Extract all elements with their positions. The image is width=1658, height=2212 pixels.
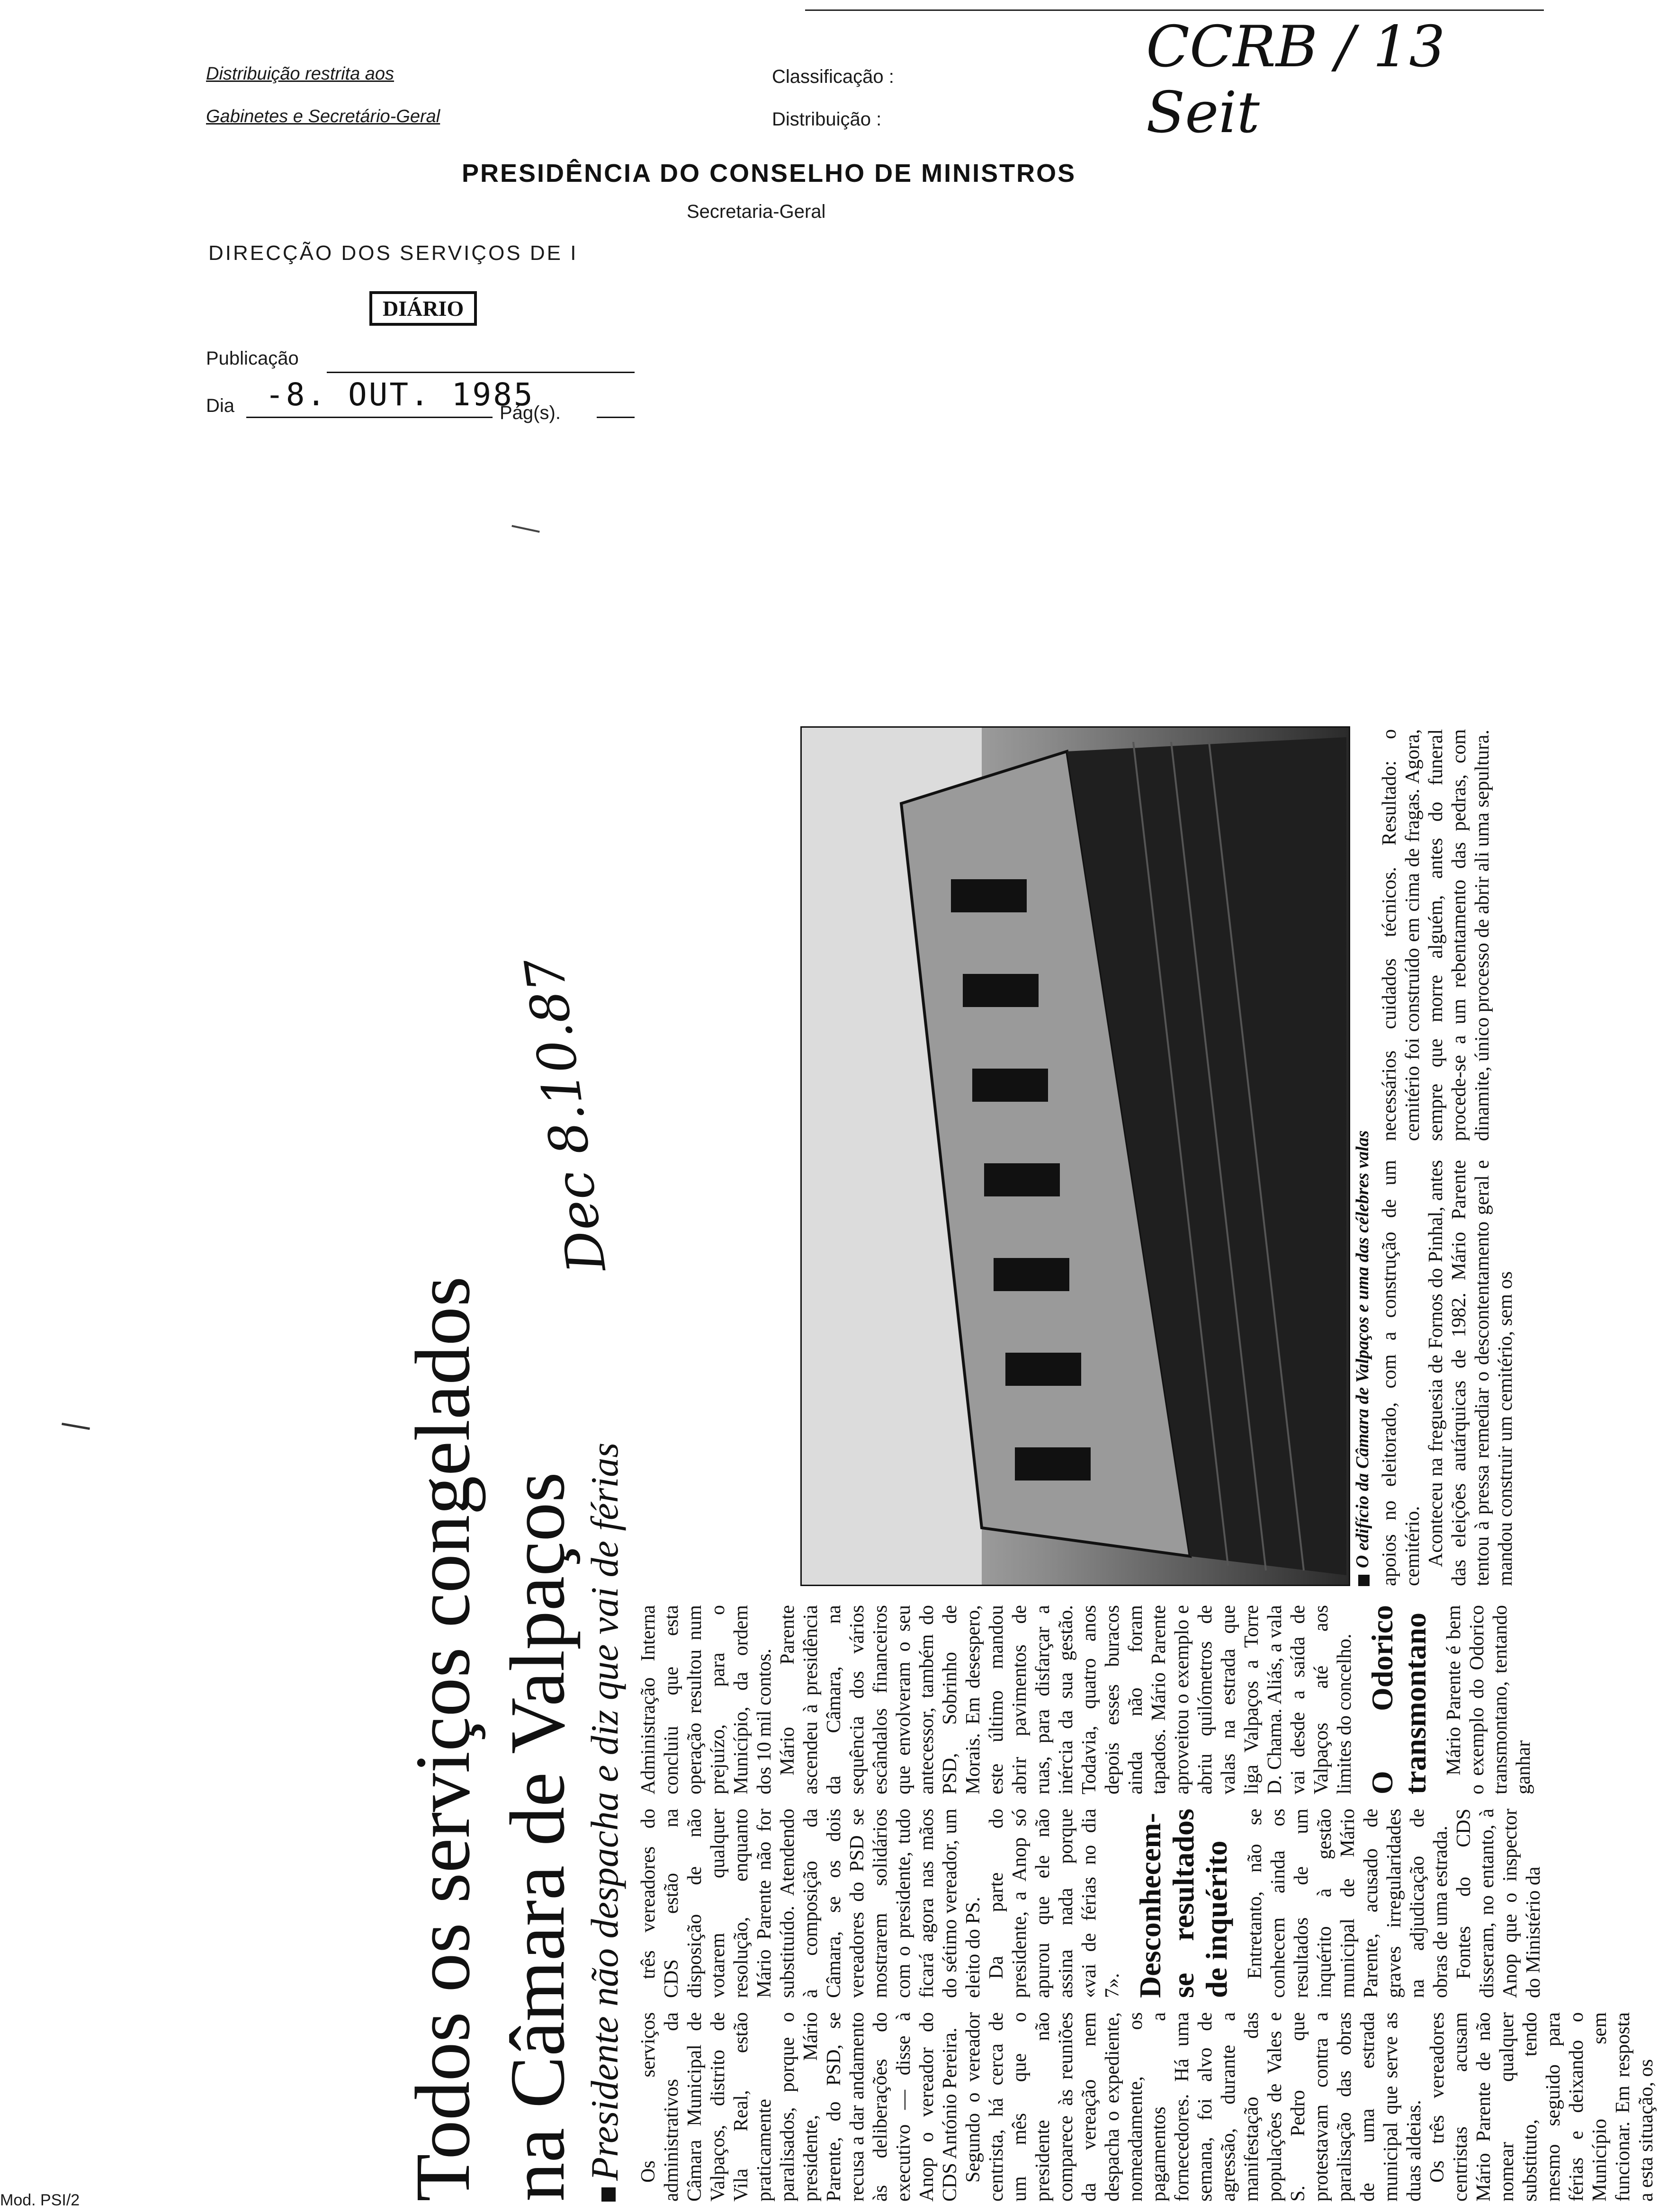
paragraph: Da parte do presidente, a Anop só apurou que ele não assina nada porque «vai de férias no dia 7». — [986, 1809, 1123, 1998]
paragraph: necessários cuidados técnicos. Resultado: o cemitério foi construído em cima de fragas. Agora, sempre que morre alguém, antes do funeral procede-se a um rebentamento das pedras, com dinamite, único processo de abrir ali uma sepultura. — [1379, 729, 1493, 1141]
scan-mark — [62, 1423, 90, 1430]
newspaper-clipping — [379, 246, 1657, 2202]
paragraph: apoios no eleitorado, com a construção de um cemitério. — [1379, 1160, 1424, 1586]
day-label: Dia — [206, 395, 235, 416]
publication-label: Publicação — [206, 348, 299, 369]
date-stamp: -8. OUT. 1985 — [265, 376, 535, 413]
headline-line2: na Câmara de Valpaços — [494, 1472, 581, 2202]
pages-label: Pág(s). — [500, 402, 561, 423]
article-column-2 — [637, 1809, 1544, 1998]
distribution-note-line1: Distribuição restrita aos — [206, 64, 394, 84]
page-title: PRESIDÊNCIA DO CONSELHO DE MINISTROS — [462, 159, 1076, 187]
article-column-4 — [1378, 1160, 1516, 1586]
classification-label: Classificação : — [772, 66, 894, 87]
subheadline — [583, 1443, 627, 2202]
building-photo — [800, 726, 1350, 1586]
paragraph: Aconteceu na freguesia de Fornos do Pinhal, antes das eleições autárquicas de 1982. Mário Parente tentou à pressa remediar o descontentamento geral e mandou construir um cemitério, sem os — [1425, 1160, 1516, 1586]
model-code: Mod. PSI/2 — [0, 2191, 80, 2209]
page-subtitle: Secretaria-Geral — [687, 201, 826, 222]
paragraph: três vereadores do CDS estão na disposição de não votarem qualquer resolução, enquanto Mário Parente não for substituído. Atendendo à composição da Câmara, se os dois vereadores do PSD se mostrarem solidários com o presidente, tudo ficará agora nas mãos do sétimo vereador, um eleito do PS. — [637, 1809, 984, 1998]
distribution-label: Distribuição : — [772, 109, 882, 130]
handwritten-annotation: Dec 8.10.87 — [513, 954, 618, 1276]
paragraph: Fontes do CDS disseram, no entanto, à Anop que o inspector do Ministério da — [1453, 1809, 1544, 1998]
paragraph: Os serviços administrativos da Câmara Municipal de Valpaços, distrito de Vila Real, estão praticamente paralisados, porque o presidente, Mário Parente, do PSD, se recusa a dar andamento às deliberações do executivo — disse à Anop o vereador do CDS António Pereira. — [637, 2012, 961, 2202]
subheadline-text: Presidente não despacha e diz que vai de férias — [583, 1442, 626, 2181]
bullet-icon — [601, 2187, 616, 2202]
section-heading-odorico: O Odorico transmontano — [1365, 1605, 1432, 1794]
paragraph: Os três vereadores centristas acusam Mário Parente de não nomear qualquer substituto, tendo mesmo seguido para férias e deixando o Município sem funcionar. Em resposta a esta situação, os — [1426, 2012, 1657, 2202]
headline-line1: Todos os serviços congelados — [399, 1276, 486, 2202]
directorate-line: DIRECÇÃO DOS SERVIÇOS DE I — [208, 241, 578, 265]
top-edge-line — [805, 9, 1544, 11]
distribution-note-line2: Gabinetes e Secretário-Geral — [206, 107, 440, 126]
paragraph: Mário Parente ascendeu à presidência da Câmara, na sequência dos vários escândalos financeiros que envolveram o seu antecessor, também do PSD, Sobrinho de Morais. Em desespero, este último mandou abrir pavimentos de ruas, para disfarçar a inércia da sua gestão. Todavia, quatro anos depois esses buracos ainda não foram tapados. Mário Parente aproveitou o exemplo e abriu quilómetros de valas na estrada que liga Valpaços a Torre D. Chama. Aliás, a vala vai desde a saída de Valpaços até aos limites do concelho. — [777, 1605, 1355, 1794]
paragraph: Administração Interna concluiu que esta operação resultou num prejuízo, para o Município, da ordem dos 10 mil contos. — [637, 1605, 775, 1794]
photo-caption — [1352, 1130, 1373, 1586]
bullet-icon — [1358, 1575, 1370, 1586]
building-illustration — [802, 728, 1349, 1585]
publication-stamp: DIÁRIO — [369, 291, 477, 326]
handwritten-corner-note: CCRB / 13 Seit — [1146, 14, 1445, 146]
photo-caption-text: O edifício da Câmara de Valpaços e uma das célebres valas — [1353, 1130, 1372, 1568]
section-heading-inquiry: Desconhecem-se resultados de inquérito — [1133, 1809, 1233, 1998]
paragraph: Entretanto, não se conhecem ainda os resultados de um inquérito à gestão municipal de Mário Parente, acusado de graves irregularidades na adjudicação de obras de uma estrada. — [1244, 1809, 1452, 1998]
article-column-5 — [1378, 729, 1506, 1141]
paragraph: Segundo o vereador centrista, há cerca de um mês que o presidente não comparece às reuniões da vereação nem despacha o expediente, nomeadamente, os pagamentos a fornecedores. Há uma semana, foi alvo de agressão, durante a manifestação das populações de Vales e S. Pedro que protestavam contra a paralisação das obras de uma estrada municipal que serve as duas aldeias. — [962, 2012, 1425, 2202]
article-column-3 — [637, 1605, 1534, 1794]
article-column-1 — [637, 2012, 1657, 2202]
paragraph: Mário Parente é bem o exemplo do Odorico transmontano, tentando ganhar — [1443, 1605, 1534, 1794]
